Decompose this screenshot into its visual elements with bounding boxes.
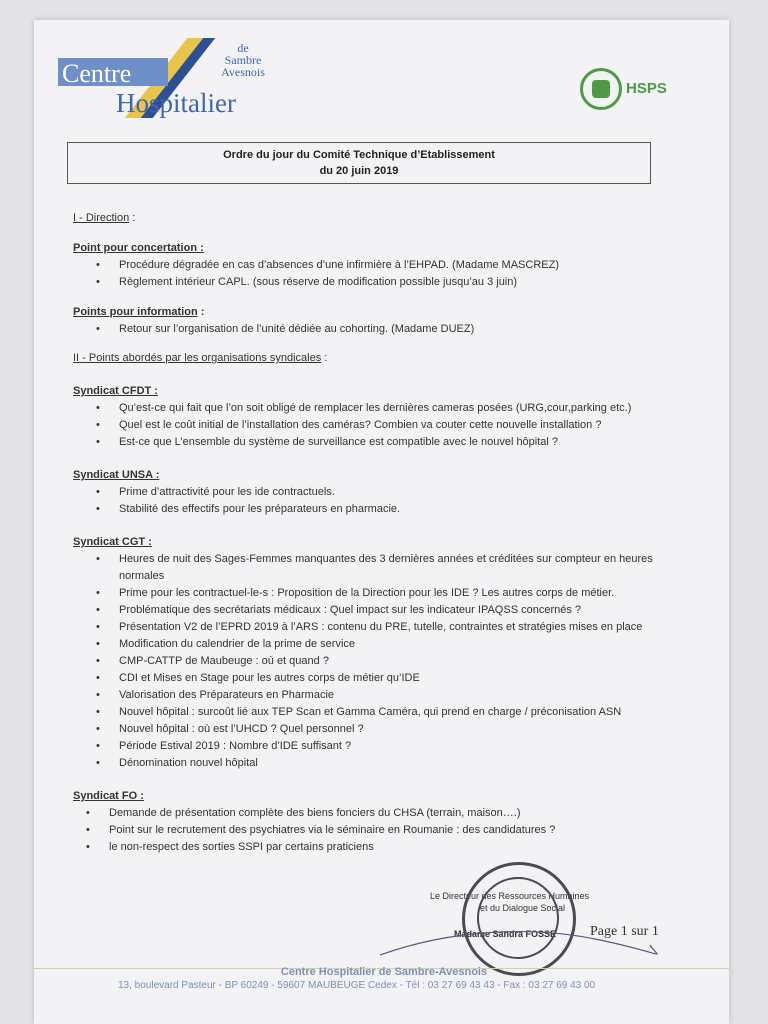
cgt-list	[73, 551, 663, 772]
fo-list	[73, 805, 663, 856]
information-heading-row	[73, 304, 663, 321]
title-line-2: du 20 juin 2019	[319, 165, 399, 177]
logo-sambre: Sambre	[224, 53, 262, 67]
footer-address: 13, boulevard Pasteur - BP 60249 - 59607 MAUBEUGE Cedex - Tél : 03 27 69 43 43 - Fax : 03 27 69 43 00	[118, 980, 596, 991]
logo-hospitalier-text: Hospitalier	[116, 88, 236, 118]
signature-line-1: Le Directeur des Ressources Humaines	[430, 891, 590, 901]
signature-line-2: et du Dialogue Social	[480, 903, 566, 913]
list-item: • Présentation V2 de l’EPRD 2019 à l’ARS : contenu du PRE, tutelle, contraintes et stratégies mises en place	[119, 619, 663, 636]
list-item: • Est-ce que L’ensemble du système de surveillance est compatible avec le nouvel hôpital ?	[119, 434, 663, 451]
list-item: • Point sur le recrutement des psychiatres via le séminaire en Roumanie : des candidatures ?	[109, 822, 663, 839]
list-item: • CDI et Mises en Stage pour les autres corps de métier qu’IDE	[119, 670, 663, 687]
section-unions-suffix: :	[321, 352, 328, 364]
list-item: • Procédure dégradée en cas d’absences d’une infirmière à l’EHPAD. (Madame MASCREZ)	[119, 257, 663, 274]
list-item: • Valorisation des Préparateurs en Pharmacie	[119, 687, 663, 704]
hsps-logo	[580, 68, 680, 108]
hsps-text: HSPS	[626, 80, 667, 97]
cfdt-heading: Syndicat CFDT :	[73, 385, 158, 397]
list-item: • Heures de nuit des Sages-Femmes manquantes des 3 dernières années et créditées sur compteur en heures normales	[119, 551, 663, 585]
list-item: • Règlement intérieur CAPL. (sous réserve de modification possible jusqu’au 3 juin)	[119, 274, 663, 291]
logo-centre-text: Centre	[62, 59, 132, 88]
list-item: • Prime d’attractivité pour les ide contractuels.	[119, 484, 663, 501]
logo-de: de	[237, 41, 249, 55]
agenda-content	[73, 210, 663, 856]
information-heading-suffix: :	[197, 306, 205, 318]
fo-heading: Syndicat FO :	[73, 790, 144, 802]
list-item: • Demande de présentation complète des biens fonciers du CHSA (terrain, maison….)	[109, 805, 663, 822]
list-item: • CMP-CATTP de Maubeuge : où et quand ?	[119, 653, 663, 670]
concertation-heading: Point pour concertation :	[73, 242, 204, 254]
footer-hospital-name: Centre Hospitalier de Sambre-Avesnois	[280, 966, 488, 978]
list-item: • Dénomination nouvel hôpital	[119, 755, 663, 772]
section-direction-title: I - Direction	[73, 212, 130, 224]
unsa-list	[73, 484, 663, 518]
list-item: • Nouvel hôpital : surcoût lié aux TEP Scan et Gamma Caméra, qui prend en charge / préconisation ASN	[119, 704, 663, 721]
section-direction	[73, 210, 663, 227]
logo-region-text	[208, 42, 278, 78]
unsa-heading: Syndicat UNSA :	[73, 469, 160, 481]
list-item: • Prime pour les contractuel-le-s : Proposition de la Direction pour les IDE ? Les autres corps de métier.	[119, 585, 663, 602]
list-item: • Problématique des secrétariats médicaux : Quel impact sur les indicateur IPAQSS concernés ?	[119, 602, 663, 619]
hospital-logo	[58, 38, 265, 120]
concertation-list	[73, 257, 663, 291]
hsps-france-icon	[580, 68, 622, 110]
list-item: • Stabilité des effectifs pour les préparateurs en pharmacie.	[119, 501, 663, 518]
list-item: • le non-respect des sorties SSPI par certains praticiens	[109, 839, 663, 856]
logo-avesnois: Avesnois	[221, 65, 265, 79]
information-heading: Points pour information	[73, 306, 198, 318]
information-list	[73, 321, 663, 338]
cgt-heading: Syndicat CGT :	[73, 536, 152, 548]
document-title	[67, 142, 651, 184]
page-number: Page 1 sur 1	[590, 924, 659, 939]
section-unions-title: II - Points abordés par les organisations syndicales	[73, 352, 322, 364]
signatory-name: Madame Sandra FOSSE	[454, 929, 557, 939]
list-item: • Modification du calendrier de la prime de service	[119, 636, 663, 653]
list-item: • Qu’est-ce qui fait que l’on soit obligé de remplacer les dernières cameras posées (URG,cour,parking etc.)	[119, 400, 663, 417]
list-item: • Quel est le coût initial de l’installation des caméras? Combien va couter cette nouvelle installation ?	[119, 417, 663, 434]
title-line-1: Ordre du jour du Comité Technique d’Etablissement	[223, 149, 495, 161]
list-item: • Retour sur l’organisation de l’unité dédiée au cohorting. (Madame DUEZ)	[119, 321, 663, 338]
cfdt-list	[73, 400, 663, 451]
section-direction-suffix: :	[129, 212, 136, 224]
section-unions	[73, 350, 663, 367]
list-item: • Nouvel hôpital : où est l’UHCD ? Quel personnel ?	[119, 721, 663, 738]
list-item: • Période Estival 2019 : Nombre d’IDE suffisant ?	[119, 738, 663, 755]
